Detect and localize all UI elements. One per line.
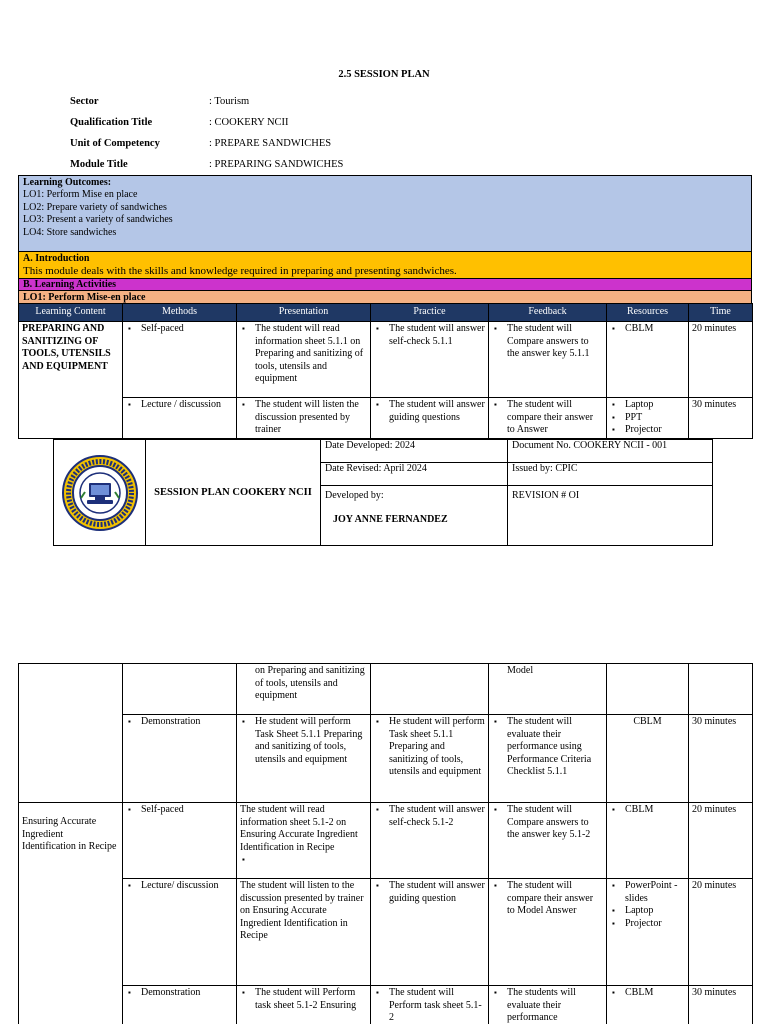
column-header: Time: [689, 304, 753, 322]
bullet-mark: ▪: [242, 855, 245, 864]
footer-dates: [321, 440, 508, 545]
info-row-unit: [70, 133, 343, 154]
time-cell: 30 minutes: [689, 398, 753, 439]
resource-item: ▪ CBLM: [610, 804, 685, 817]
info-label: Qualification Title: [70, 117, 153, 128]
practice-item: ▪ He student will perform Task sheet 5.1.1 Preparing and sanitizing of tools, utensils and equipment: [374, 716, 485, 779]
method-item: ▪ Lecture/ discussion: [126, 880, 233, 893]
column-header: Presentation: [237, 304, 371, 322]
method-cell: [123, 398, 237, 439]
resource-item: ▪ Laptop: [610, 905, 685, 918]
table-row: [19, 986, 753, 1024]
method-item: ▪ Lecture / discussion: [126, 399, 233, 412]
table-row: [19, 322, 753, 398]
learning-content-cell: Ensuring Accurate Ingredient Identification in Recipe: [19, 803, 123, 1024]
feedback-item: ▪ The student will Compare answers to the answer key 5.1.1: [492, 323, 603, 361]
issued-by: Issued by: CPIC: [508, 463, 713, 486]
practice-item: ▪ The student will Perform task sheet 5.1-2: [374, 987, 485, 1024]
module-info: [70, 91, 343, 175]
learning-outcome-item: LO3: Present a variety of sandwiches: [23, 214, 173, 226]
practice-item: ▪ The student will answer self-check 5.1-2: [374, 804, 485, 829]
introduction-text: This module deals with the skills and knowledge required in preparing and presenting sandwiches.: [23, 265, 457, 277]
info-value: : COOKERY NCII: [209, 117, 289, 128]
developed-by-label: Developed by:: [325, 490, 384, 501]
table-row: [19, 398, 753, 439]
introduction-heading: A. Introduction: [23, 253, 90, 264]
feedback-cell: [489, 322, 607, 398]
practice-item: ▪ The student will answer self-check 5.1.1: [374, 323, 485, 348]
method-cell: [123, 986, 237, 1024]
date-developed: Date Developed: 2024: [321, 440, 507, 463]
column-header: Learning Content: [19, 304, 123, 322]
feedback-cell: Model: [489, 664, 607, 715]
presentation-cell: [237, 803, 371, 879]
table-row: [19, 715, 753, 803]
column-header: Feedback: [489, 304, 607, 322]
info-row-sector: [70, 91, 343, 112]
method-item: ▪ Demonstration: [126, 987, 233, 1000]
learning-content-cell: [19, 664, 123, 803]
info-value: : PREPARING SANDWICHES: [209, 159, 344, 170]
resource-item: ▪ CBLM: [610, 987, 685, 1000]
resources-cell: [607, 664, 689, 715]
practice-cell: [371, 664, 489, 715]
table-row: [19, 879, 753, 986]
time-cell: [689, 664, 753, 715]
presentation-text: The student will read information sheet 5.1-2 on Ensuring Accurate Ingredient Identification in Recipe: [240, 804, 358, 853]
practice-item: ▪ The student will answer guiding questions: [374, 399, 485, 424]
presentation-cell: on Preparing and sanitizing of tools, utensils and equipment: [237, 664, 371, 715]
feedback-item: ▪ The student will Compare answers to the answer key 5.1-2: [492, 804, 603, 842]
table-header-row: [19, 304, 753, 322]
session-plan-section: [18, 175, 752, 439]
feedback-cell: [489, 879, 607, 986]
session-plan-continued: [18, 663, 752, 1024]
info-row-qualification: [70, 112, 343, 133]
resources-cell: [607, 398, 689, 439]
document-number: Document No. COOKERY NCII - 001: [508, 440, 713, 463]
practice-cell: [371, 322, 489, 398]
time-cell: 30 minutes: [689, 715, 753, 803]
resource-item: ▪ CBLM: [610, 323, 685, 336]
table-row: [19, 664, 753, 715]
resources-cell: [607, 879, 689, 986]
document-footer: [53, 439, 713, 546]
presentation-item: ▪ The student will read information sheet 5.1.1 on Preparing and sanitizing of tools, utensils and equipment: [240, 323, 367, 386]
author-name: JOY ANNE FERNANDEZ: [333, 514, 448, 525]
resource-item: ▪ Projector: [610, 918, 685, 931]
method-cell: [123, 322, 237, 398]
lo1-band: LO1: Perform Mise-en place: [18, 290, 752, 303]
info-label: Unit of Competency: [70, 138, 160, 149]
practice-cell: [371, 715, 489, 803]
method-cell: [123, 879, 237, 986]
method-cell: [123, 664, 237, 715]
seal-icon: [61, 454, 139, 532]
column-header: Methods: [123, 304, 237, 322]
resource-item: ▪ Laptop: [610, 399, 685, 412]
feedback-item: ▪ The student will compare their answer to Answer: [492, 399, 603, 437]
info-value: : Tourism: [209, 96, 250, 107]
feedback-cell: [489, 986, 607, 1024]
learning-outcomes-band: [18, 175, 752, 251]
presentation-item: ▪ The student will listen the discussion presented by trainer: [240, 399, 367, 437]
time-cell: 30 minutes: [689, 986, 753, 1024]
practice-cell: [371, 986, 489, 1024]
footer-title: SESSION PLAN COOKERY NCII: [146, 440, 321, 545]
time-cell: 20 minutes: [689, 803, 753, 879]
feedback-cell: [489, 398, 607, 439]
activities-table: [18, 303, 753, 439]
info-label: Module Title: [70, 159, 128, 170]
presentation-cell: [237, 715, 371, 803]
practice-cell: [371, 398, 489, 439]
activities-table-continued: [18, 663, 753, 1024]
introduction-band: [18, 251, 752, 278]
resource-item: ▪ Projector: [610, 424, 685, 437]
learning-content-cell: PREPARING AND SANITIZING OF TOOLS, UTENSILS AND EQUIPMENT: [19, 322, 123, 439]
learning-outcome-item: LO4: Store sandwiches: [23, 226, 117, 238]
presentation-cell: [237, 986, 371, 1024]
presentation-cell: [237, 398, 371, 439]
info-label: Sector: [70, 96, 99, 107]
revision-number: REVISION # OI: [512, 490, 580, 501]
footer-document-info: [508, 440, 713, 545]
info-value: : PREPARE SANDWICHES: [209, 138, 332, 149]
learning-outcomes-heading: Learning Outcomes:: [23, 177, 112, 188]
column-header: Practice: [371, 304, 489, 322]
learning-outcome-item: LO2: Prepare variety of sandwiches: [23, 201, 167, 213]
method-cell: [123, 803, 237, 879]
resources-cell: [607, 322, 689, 398]
resources-cell: [607, 986, 689, 1024]
page-title: 2.5 SESSION PLAN: [338, 69, 430, 80]
resource-item: ▪ PPT: [610, 412, 685, 425]
method-item: ▪ Self-paced: [126, 323, 233, 336]
column-header: Resources: [607, 304, 689, 322]
developed-by-cell: [321, 486, 507, 526]
info-row-module: [70, 154, 343, 175]
method-item: ▪ Demonstration: [126, 716, 233, 729]
presentation-item: ▪ The student will Perform task sheet 5.1-2 Ensuring: [240, 987, 367, 1012]
resources-cell: [607, 803, 689, 879]
feedback-item: ▪ The student will evaluate their performance using Performance Criteria Checklist 5.1.1: [492, 716, 603, 779]
practice-item: ▪ The student will answer guiding question: [374, 880, 485, 905]
learning-outcome-item: LO1: Perform Mise en place: [23, 189, 138, 201]
table-row: [19, 803, 753, 879]
time-cell: 20 minutes: [689, 322, 753, 398]
practice-cell: [371, 803, 489, 879]
time-cell: 20 minutes: [689, 879, 753, 986]
presentation-cell: [237, 322, 371, 398]
date-revised: Date Revised: April 2024: [321, 463, 507, 486]
feedback-item: ▪ The student will compare their answer to Model Answer: [492, 880, 603, 918]
practice-cell: [371, 879, 489, 986]
method-item: ▪ Self-paced: [126, 804, 233, 817]
feedback-cell: [489, 803, 607, 879]
presentation-item: ▪ He student will perform Task Sheet 5.1.1 Preparing and sanitizing of tools, utensils and equipment: [240, 716, 367, 766]
feedback-cell: [489, 715, 607, 803]
learning-activities-band: B. Learning Activities: [18, 278, 752, 290]
presentation-cell: The student will listen to the discussion presented by trainer on Ensuring Accurate Ingredient Identification in Recipe: [237, 879, 371, 986]
feedback-item: ▪ The students will evaluate their performance: [492, 987, 603, 1024]
institute-seal-logo: [54, 440, 146, 545]
resource-item: ▪ PowerPoint -slides: [610, 880, 685, 905]
method-cell: [123, 715, 237, 803]
resources-cell: CBLM: [607, 715, 689, 803]
